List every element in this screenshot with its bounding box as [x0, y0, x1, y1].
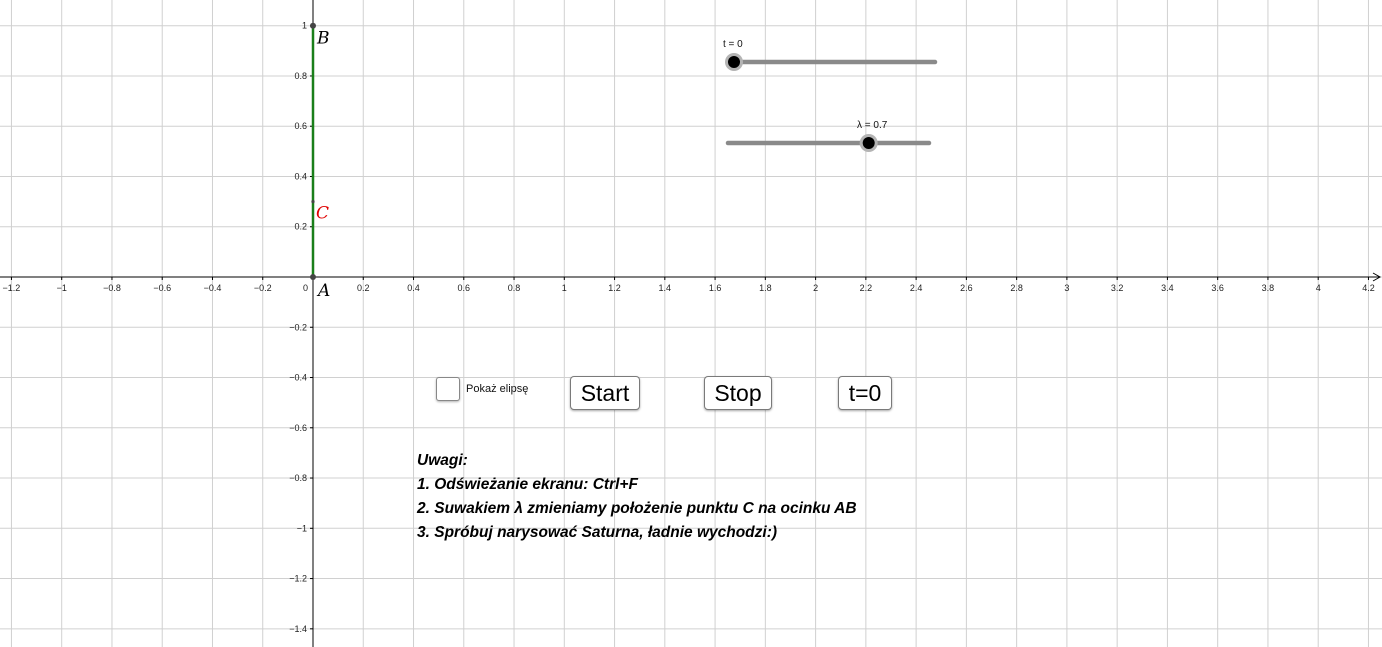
y-tick-label: 0.8: [294, 70, 307, 81]
x-tick-label: 1: [561, 283, 567, 293]
x-tick-label: 1.8: [759, 283, 772, 293]
slider-t-handle[interactable]: [728, 56, 740, 68]
y-tick-label: −1.2: [289, 573, 307, 584]
x-tick-label: 0.4: [407, 283, 420, 293]
y-tick-label: 0.6: [294, 121, 307, 132]
y-tick-label: −1.4: [289, 623, 307, 634]
y-tick-label: −1: [296, 523, 307, 534]
slider-t-label: t = 0: [723, 39, 743, 50]
point-b-label: B: [317, 28, 330, 49]
y-tick-label: −0.2: [289, 322, 307, 333]
x-tick-label: 0.2: [357, 283, 370, 293]
reset-t-button[interactable]: t=0: [838, 376, 892, 410]
x-tick-label: 2: [813, 283, 819, 293]
slider-lambda-label: λ = 0.7: [857, 120, 888, 131]
notes-text: [417, 452, 857, 548]
x-tick-label: −1.2: [2, 283, 21, 293]
x-tick-label: 4.2: [1362, 283, 1375, 293]
x-tick-label: 1.4: [658, 283, 672, 293]
y-tick-label: 1: [301, 20, 307, 31]
point-c-label: C: [316, 203, 330, 224]
x-tick-label: 1.6: [708, 283, 722, 293]
x-tick-label: 0.6: [457, 283, 471, 293]
point-b[interactable]: [310, 23, 316, 29]
x-tick-label: 4: [1315, 283, 1321, 293]
slider-lambda[interactable]: [728, 120, 929, 152]
y-tick-label: −0.4: [289, 372, 307, 383]
x-tick-label: 0.8: [507, 283, 521, 293]
x-tick-label: −0.4: [203, 283, 222, 293]
x-tick-label: 1.2: [608, 283, 621, 293]
point-a-label: A: [318, 281, 331, 301]
x-tick-label: −0.2: [253, 283, 272, 293]
y-tick-label: 0.4: [294, 171, 307, 182]
x-tick-label: 2.8: [1010, 283, 1023, 293]
x-tick-label: 3: [1064, 283, 1070, 293]
show-ellipse-checkbox[interactable]: [436, 376, 528, 402]
point-a[interactable]: [310, 274, 316, 280]
point-c[interactable]: [311, 200, 314, 203]
x-tick-label: 3.6: [1211, 283, 1224, 293]
show-ellipse-label: Pokaż elipsę: [466, 383, 529, 395]
notes-line-1: 1. Odświeżanie ekranu: Ctrl+F: [417, 476, 638, 493]
x-tick-label: 2.6: [960, 283, 973, 293]
x-tick-labels: [3, 277, 1375, 293]
slider-t[interactable]: [723, 39, 935, 71]
x-tick-label: −0.8: [103, 283, 121, 293]
x-tick-label: −0.6: [153, 283, 172, 293]
x-tick-label: 3.2: [1110, 283, 1124, 293]
x-tick-label: −1: [56, 283, 67, 293]
notes-line-2: 2. Suwakiem λ zmieniamy położenie punktu C na ocinku AB: [417, 500, 857, 517]
y-tick-label: −0.8: [289, 473, 307, 484]
x-tick-label: 2.2: [859, 283, 873, 293]
x-tick-label: 0: [302, 283, 308, 293]
slider-lambda-handle[interactable]: [863, 137, 875, 149]
start-button[interactable]: Start: [570, 376, 640, 410]
x-tick-label: 2.4: [909, 283, 923, 293]
stop-button[interactable]: Stop: [704, 376, 772, 410]
show-ellipse-checkbox-box[interactable]: [436, 377, 460, 401]
x-tick-label: 3.4: [1161, 283, 1174, 293]
y-tick-label: 0.2: [294, 221, 307, 232]
notes-title: Uwagi:: [417, 452, 468, 469]
y-tick-label: −0.6: [289, 422, 307, 433]
notes-line-3: 3. Spróbuj narysować Saturna, ładnie wychodzi:): [417, 524, 778, 541]
x-tick-label: 3.8: [1261, 283, 1275, 293]
